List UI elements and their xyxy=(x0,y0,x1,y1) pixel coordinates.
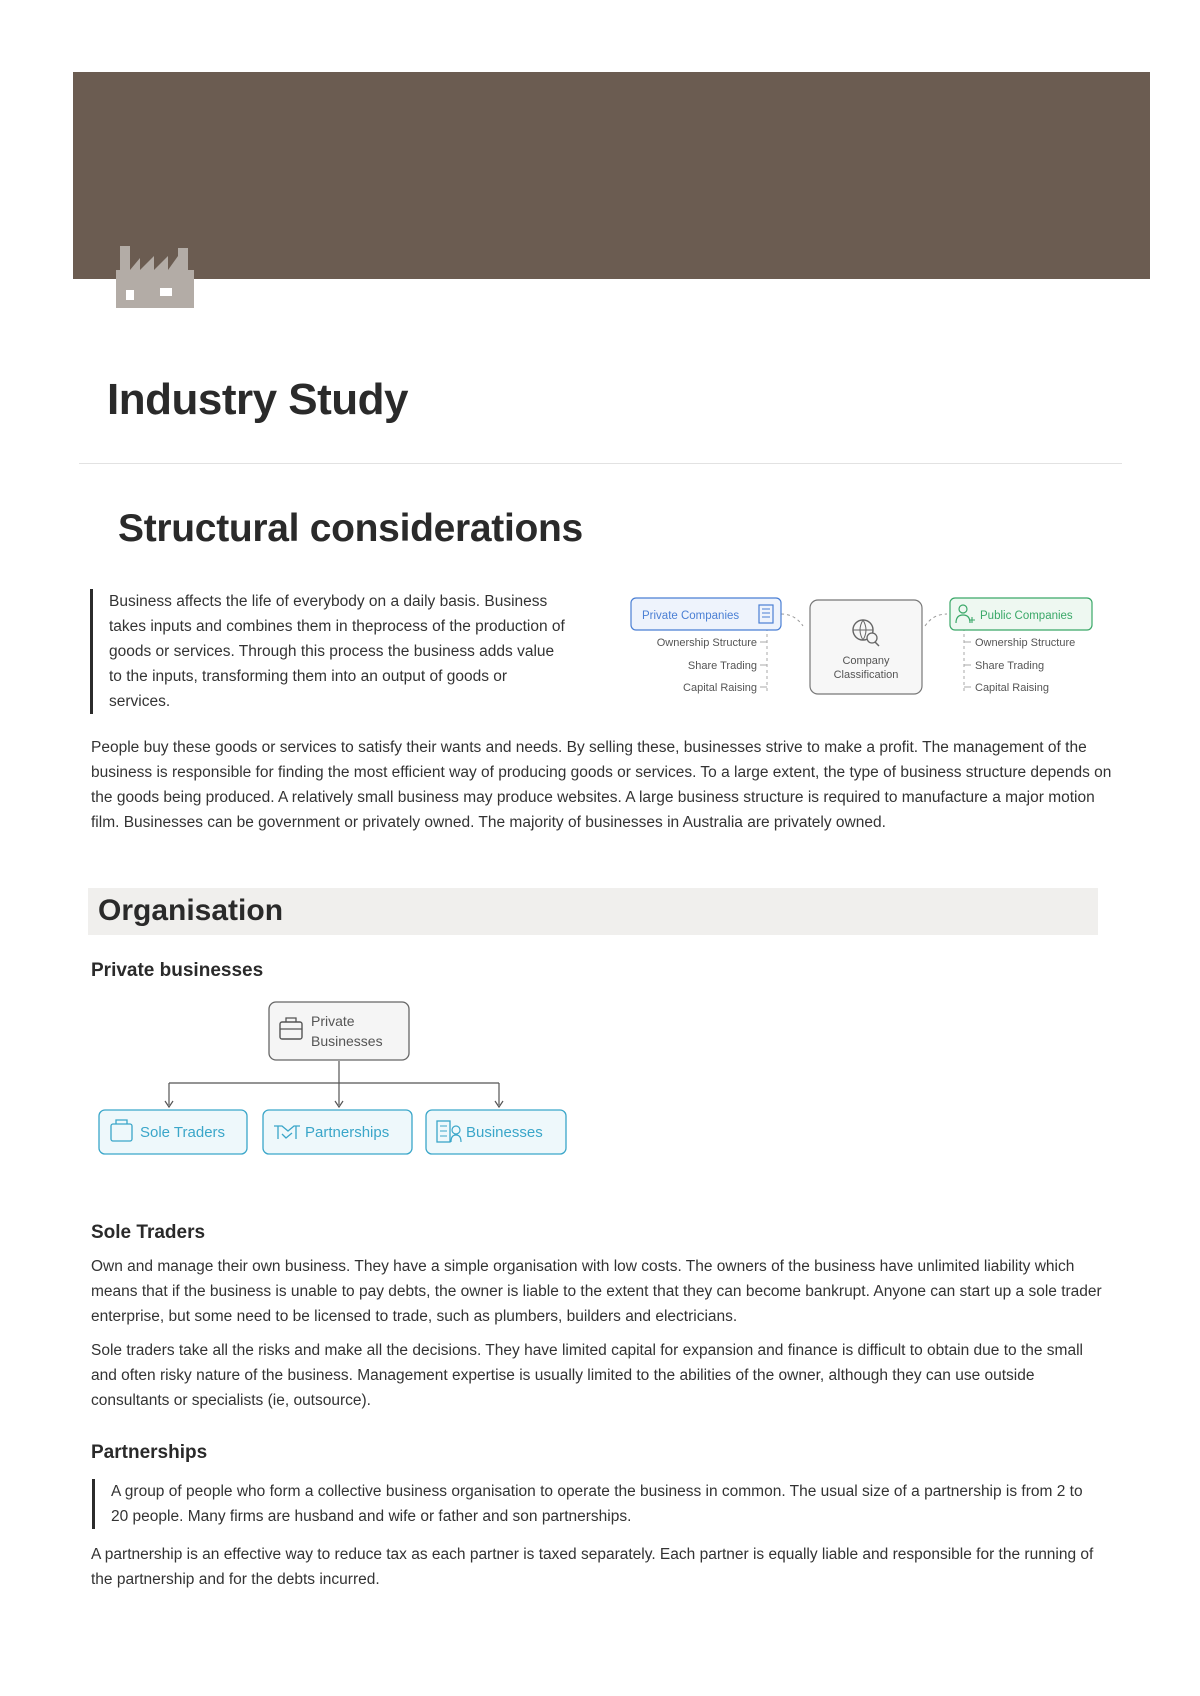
right-item-capital: Capital Raising xyxy=(975,682,1049,694)
company-classification-diagram xyxy=(630,592,1110,712)
company-classification-box xyxy=(810,600,922,694)
left-item-capital: Capital Raising xyxy=(683,682,757,694)
connector-right xyxy=(925,614,947,626)
public-companies-label: Public Companies xyxy=(980,610,1073,622)
factory-icon xyxy=(116,240,194,308)
right-item-share: Share Trading xyxy=(975,660,1045,672)
private-companies-box xyxy=(631,598,781,630)
subheading-partnerships: Partnerships xyxy=(91,1442,208,1463)
left-item-ownership: Ownership Structure xyxy=(656,637,757,649)
partnerships-quote: A group of people who form a collective business organisation to operate the business in common. The usual size of a partnership is from 2 to 20 people. Many firms are husband and wife or father and son partnerships. xyxy=(92,1479,1101,1529)
subheading-private-businesses: Private businesses xyxy=(91,960,264,981)
sole-traders-box xyxy=(99,1110,247,1154)
sole-traders-paragraph-1: Own and manage their own business. They have a simple organisation with low costs. The owners of the business have unlimited liability which means that if the business is unable to pay debts, the owner is liable to the extent that they can become bankrupt. Anyone can start up a sole trader enterprise, but some need to be licensed to trade, such as plumbers, builders and electricians. xyxy=(91,1258,1102,1325)
intro-paragraph: People buy these goods or services to satisfy their wants and needs. By selling these, businesses strive to make a profit. The management of the business is responsible for finding the most efficient way of producing goods or services. To a large extent, the type of business structure depends on the goods being produced. A relatively small business may produce websites. A large business structure is required to manufacture a major motion film. Businesses can be government or privately owned. The majority of businesses in Australia are privately owned. xyxy=(91,739,1112,831)
child-businesses: Businesses xyxy=(466,1124,543,1141)
right-item-ownership: Ownership Structure xyxy=(975,637,1076,649)
subheading-sole-traders: Sole Traders xyxy=(91,1222,206,1243)
private-businesses-root-box xyxy=(269,1002,409,1060)
partnerships-paragraph: A partnership is an effective way to reduce tax as each partner is taxed separately. Each partner is equally liable and responsible for the running of the partnership and for the debts incurred. xyxy=(91,1546,1094,1588)
title-divider xyxy=(79,463,1122,464)
private-companies-label: Private Companies xyxy=(642,610,740,622)
child-sole-traders: Sole Traders xyxy=(140,1124,226,1141)
section-heading-structural: Structural considerations xyxy=(118,507,583,550)
partnerships-box xyxy=(263,1110,412,1154)
businesses-box xyxy=(426,1110,566,1154)
left-item-share: Share Trading xyxy=(687,660,757,672)
root-line2: Businesses xyxy=(311,1033,383,1049)
public-companies-box xyxy=(950,598,1092,630)
tree-connectors xyxy=(169,1061,499,1105)
private-businesses-diagram xyxy=(96,1000,576,1160)
page-title: Industry Study xyxy=(107,375,409,424)
cover-banner xyxy=(73,72,1150,279)
center-line1: Company xyxy=(842,655,890,667)
sole-traders-paragraph-2: Sole traders take all the risks and make all the decisions. They have limited capital for expansion and finance is difficult to obtain due to the small and often risky nature of the business. Management expertise is usually limited to the abilities of the owner, although they can use outside consultants or specialists (ie, outsource). xyxy=(91,1342,1083,1409)
center-line2: Classification xyxy=(833,669,899,681)
root-line1: Private xyxy=(311,1013,355,1029)
connector-left xyxy=(781,614,803,626)
child-partnerships: Partnerships xyxy=(305,1124,390,1141)
intro-quote: Business affects the life of everybody on a daily basis. Business takes inputs and combines them in theprocess of the production of goods or services. Through this process the business adds value to the inputs, transforming them into an output of goods or services. xyxy=(90,589,569,714)
section-heading-organisation: Organisation xyxy=(98,894,284,927)
